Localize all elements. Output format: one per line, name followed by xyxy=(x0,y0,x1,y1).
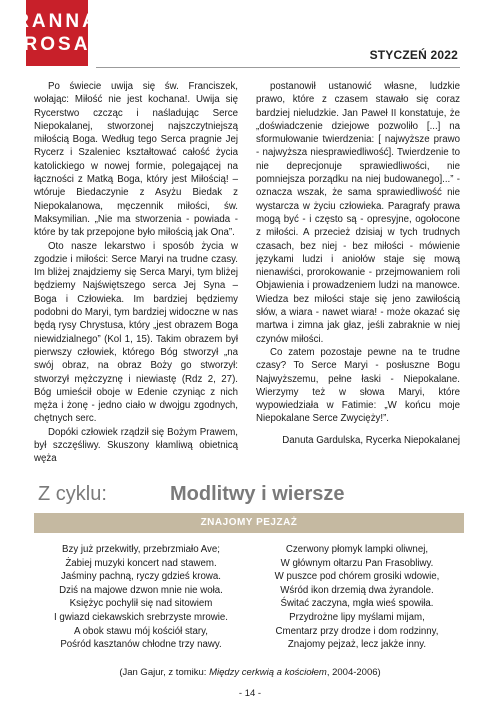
poem-line: Dziś na majowe dzwon mnie nie woła. xyxy=(59,584,223,596)
logo-line1: RANNA xyxy=(15,11,99,32)
source-suffix: , 2004-2006) xyxy=(326,667,381,678)
logo-line2: ROSA xyxy=(23,34,91,55)
page-number: - 14 - xyxy=(238,688,262,699)
magazine-logo xyxy=(15,0,99,66)
article-right-column xyxy=(256,80,460,447)
poem-line: Czerwony płomyk lampki oliwnej, xyxy=(285,544,429,555)
article-paragraph: Co zatem pozostaje pewne na te trudne czasy? To Serce Maryi - posłuszne Bogu Najwyższemu, pełne łaski - Niepokalane. Wierzymy też w słowa Maryi, które wypowiedziała w Fatimie: „W końcu moje Niepokalane Serce Zwycięży!”. xyxy=(256,346,460,425)
issue-date: STYCZEŃ 2022 xyxy=(369,48,458,62)
poem-line: Wśród ikon drzemią dwa żyrandole. xyxy=(280,584,434,596)
poem-line: I gwiazd ciekawskich srebrzyste mrowie. xyxy=(54,611,228,623)
poem-source xyxy=(0,667,500,678)
poem-line: Żabiej muzyki koncert nad stawem. xyxy=(65,557,217,569)
poem-line: Świtać zaczyna, mgła wieś spowiła. xyxy=(280,598,434,610)
poem-line: Księżyc pochylił się nad sitowiem xyxy=(69,598,213,610)
source-prefix: (Jan Gajur, z tomiku: xyxy=(119,667,210,678)
page-header xyxy=(0,0,500,68)
poem-line: Bzy już przekwitły, przebrzmiało Ave; xyxy=(62,544,220,555)
cycle-title: Modlitwy i wiersze xyxy=(170,483,345,505)
source-book-title: Między cerkwią a kościołem xyxy=(209,667,327,678)
poem-line: Cmentarz przy drodze i dom rodzinny, xyxy=(275,625,439,637)
header-divider xyxy=(96,67,460,68)
cycle-prefix: Z cyklu: xyxy=(38,483,107,505)
poem-line: W puszce pod chórem grosiki wdowie, xyxy=(274,571,440,583)
poem-line: A obok stawu mój kościół stary, xyxy=(74,625,208,637)
cycle-heading xyxy=(34,483,464,513)
poem-line: W głównym ołtarzu Pan Frasobliwy. xyxy=(280,557,434,569)
poem-title-banner: ZNAJOMY PEJZAŻ xyxy=(34,513,464,533)
poem-left-stanza xyxy=(36,543,246,652)
article-paragraph: postanowił ustanowić własne, ludzkie prawo, które z czasem stawało się coraz bardziej nieludzkie. Jan Paweł II konstatuje, że „doświadczenie dziejowe pozwoliło [...] na sformułowanie twierdzenia: [ najwyższe prawo - najwyższa niesprawiedliwość]. Twierdzenie to nie deprecjonuje sprawiedliwości, nie pomniejsza porządku na niej budowanego]...” - oznacza wszak, że sama sprawiedliwość nie wystarcza w życiu człowieka. Paragrafy prawa mogą być - i często są - opresyjne, ogołocone z miłości. A przecież dzisiaj w tych trudnych czasach, bez niej - bez miłości - mówienie językami ludzi i aniołów staje się mową nienawiści, prorokowanie - przejmowaniem roli Objawienia i prowadzeniem ludzi na manowce. Wiedza bez miłości staje się jeno zawiłością słów, a wiara - nawet wiara! - może okazać się martwa i zimna jak głaz, jeśli zabraknie w niej czynów miłości. xyxy=(256,81,460,345)
article-left-column xyxy=(34,80,238,466)
article-paragraph: Oto nasze lekarstwo i sposób życia w zgodzie i miłości: Serce Maryi na trudne czasy. Im bliżej znajdziemy się Serca Maryi, tym bliżej będziemy Najświętszego serca Jej Syna – Boga i Człowieka. Im bardziej będziemy podobni do Maryi, tym bardziej widoczne w nas będą rysy Chrystusa, który „jest obrazem Boga niewidzialnego” (Kol 1, 15). Takim obrazem był pierwszy człowiek, którego Bóg stworzył „na swój obraz, na obraz Boży go stworzył: stworzył mężczyznę i niewiastę (Rdz 2, 27). Bóg umieścił oboje w Edenie czyniąc z nich męża i żonę - jedno ciało w dwojgu zgodnych, chętnych serc. xyxy=(34,240,238,425)
poem-right-stanza xyxy=(252,543,462,652)
poem-line: Pośród kasztanów chłodne trzy nawy. xyxy=(60,639,222,651)
poem-line: Znajomy pejzaż, lecz jakże inny. xyxy=(287,639,427,651)
article-paragraph: Po świecie uwija się św. Franciszek, wołając: Miłość nie jest kochana!. Uwija się Rycerstwo czcząc i naśladując Serce Niepokalanej, stworzonej najszczytniejszą miłością Boga. Według tego Serca pragnie Jej Rycerz i Szaleniec kształtować całość życia katolickiego w nowej formie, polegającej na łączności z Matką Boga, który jest Miłością! – wtóruje Biedaczynie z Asyżu Biedak z Niepokalanowa, męczennik miłości, św. Maksymilian. „Nie ma stworzenia - powiada - które by tak przepojone było miłością jak Ona”. xyxy=(34,81,238,239)
poem-line: Jaśminy pachną, ryczy gdzieś krowa. xyxy=(61,571,221,583)
article-signature: Danuta Gardulska, Rycerka Niepokalanej xyxy=(282,434,460,446)
article-paragraph: Dopóki człowiek rządził się Bożym Prawem, był szczęśliwy. Skuszony kłamliwą obietnicą węża xyxy=(34,426,238,465)
poem-line: Przydrożne lipy myślami mijam, xyxy=(289,611,425,623)
